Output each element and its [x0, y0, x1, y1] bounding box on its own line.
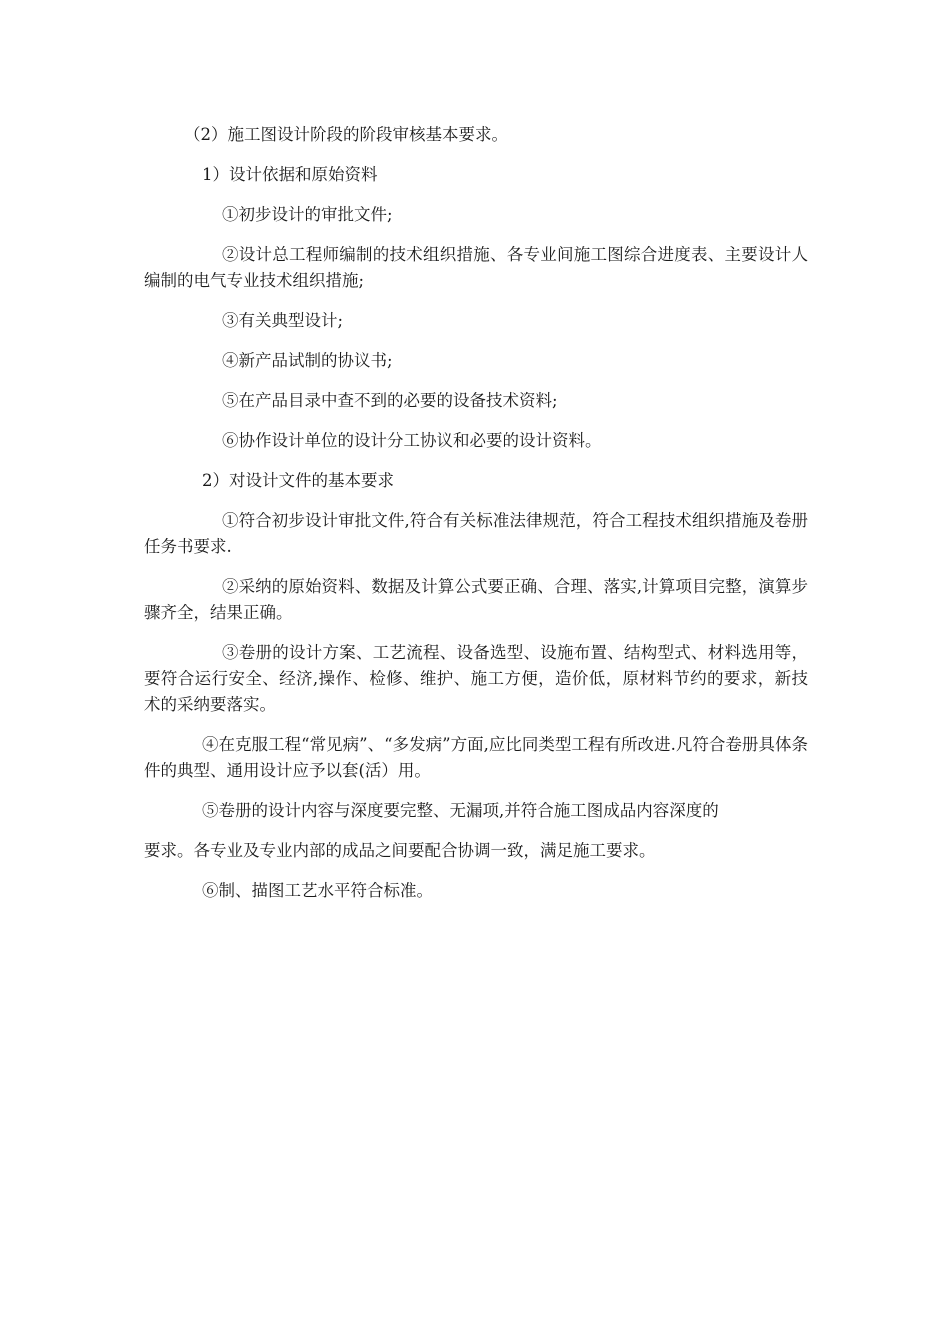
list-item: ④新产品试制的协议书;: [222, 351, 393, 370]
section-heading: （2）施工图设计阶段的阶段审核基本要求。: [184, 125, 508, 144]
list-item-continuation: 要求。各专业及专业内部的成品之间要配合协调一致，满足施工要求。: [144, 841, 656, 860]
list-item: ③卷册的设计方案、工艺流程、设备选型、设施布置、结构型式、材料选用等，要符合运行安全、经济,操作、检修、维护、施工方便，造价低，原材料节约的要求，新技术的采纳要落实。: [144, 643, 808, 714]
subsection-title-design-basis: 1）设计依据和原始资料: [202, 165, 378, 184]
list-item: ①符合初步设计审批文件,符合有关标准法律规范，符合工程技术组织措施及卷册任务书要求.: [144, 511, 808, 556]
document-body: [144, 122, 808, 918]
list-item: ⑤在产品目录中查不到的必要的设备技术资料;: [222, 391, 558, 410]
list-item: ④在克服工程“常见病”、“多发病”方面,应比同类型工程有所改进.凡符合卷册具体条件的典型、通用设计应予以套(活）用。: [144, 735, 808, 780]
list-item: ⑥制、描图工艺水平符合标准。: [202, 881, 433, 900]
list-item: ②设计总工程师编制的技术组织措施、各专业间施工图综合进度表、主要设计人编制的电气专业技术组织措施;: [144, 245, 808, 290]
list-item: ②采纳的原始资料、数据及计算公式要正确、合理、落实,计算项目完整，演算步骤齐全，结果正确。: [144, 577, 808, 622]
subsection-title-document-requirements: 2）对设计文件的基本要求: [202, 471, 394, 490]
list-item: ⑤卷册的设计内容与深度要完整、无漏项,并符合施工图成品内容深度的: [202, 801, 719, 820]
list-item: ①初步设计的审批文件;: [222, 205, 393, 224]
list-item: ⑥协作设计单位的设计分工协议和必要的设计资料。: [222, 431, 602, 450]
list-item: ③有关典型设计;: [222, 311, 344, 330]
